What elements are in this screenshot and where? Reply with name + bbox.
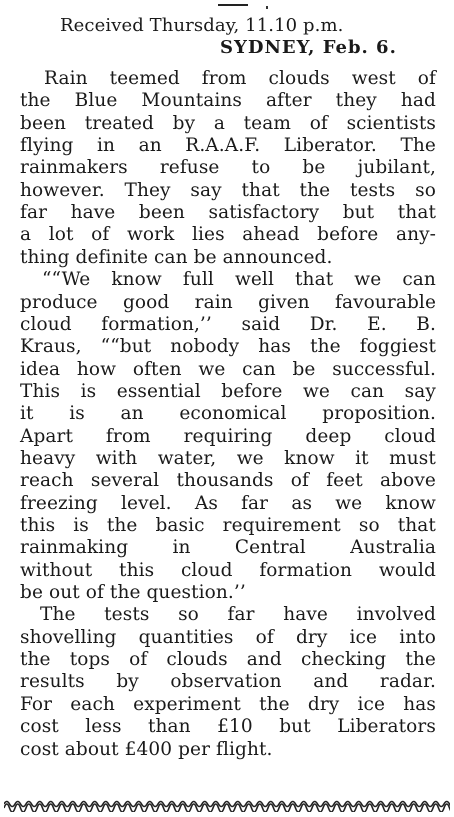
article-line: without this cloud formation would [20,559,436,581]
article-line: Rain teemed from clouds west of [44,68,436,89]
article-line: The tests so far have involved [40,604,436,626]
dateline: SYDNEY, Feb. 6. [220,37,397,58]
article-line: a lot of work lies ahead before any- [20,224,436,246]
article-line: however. They say that the tests so [20,179,436,201]
article-line: thing definite can be announced. [20,246,333,268]
article-line: results by observation and radar. [20,671,436,693]
article-line: this is the basic requirement so that [20,515,436,536]
article-line: be out of the question.’’ [20,582,246,604]
top-rule [218,4,248,6]
article-line: shovelling quantities of dry ice into [20,626,436,648]
article-line: produce good rain given favourable [20,291,436,313]
received-line: Received Thursday, 11.10 p.m. [60,15,344,36]
article-line: it is an economical proposition. [20,403,436,425]
article-line: the Blue Mountains after they had [20,90,436,112]
article-line: reach several thousands of feet above [20,470,436,492]
article-line: This is essential before we can say [20,380,436,402]
article-line: rainmaking in Central Australia [20,537,436,559]
article-line: Kraus, ““but nobody has the foggiest [20,336,436,358]
article-line: rainmakers refuse to be jubilant, [20,157,436,179]
article-line: Apart from requiring deep cloud [20,425,436,447]
article-line: cloud formation,’’ said Dr. E. B. [20,313,436,335]
article-line: For each experiment the dry ice has [20,693,436,715]
article-line: far have been satisfactory but that [20,202,436,224]
article-line: cost less than £10 but Liberators [20,716,436,738]
article-line: heavy with water, we know it must [20,447,436,469]
article-line: idea how often we can be successful. [20,358,436,380]
decorative-border [4,798,450,812]
article-line: the tops of clouds and checking the [20,649,436,671]
article-line: cost about £400 per flight. [20,738,273,760]
top-mark [266,6,268,9]
article-line: freezing level. As far as we know [20,492,436,514]
article-line: ““We know full well that we can [42,269,436,291]
article-line: flying in an R.A.A.F. Liberator. The [20,135,436,157]
article-line: been treated by a team of scientists [20,112,436,134]
